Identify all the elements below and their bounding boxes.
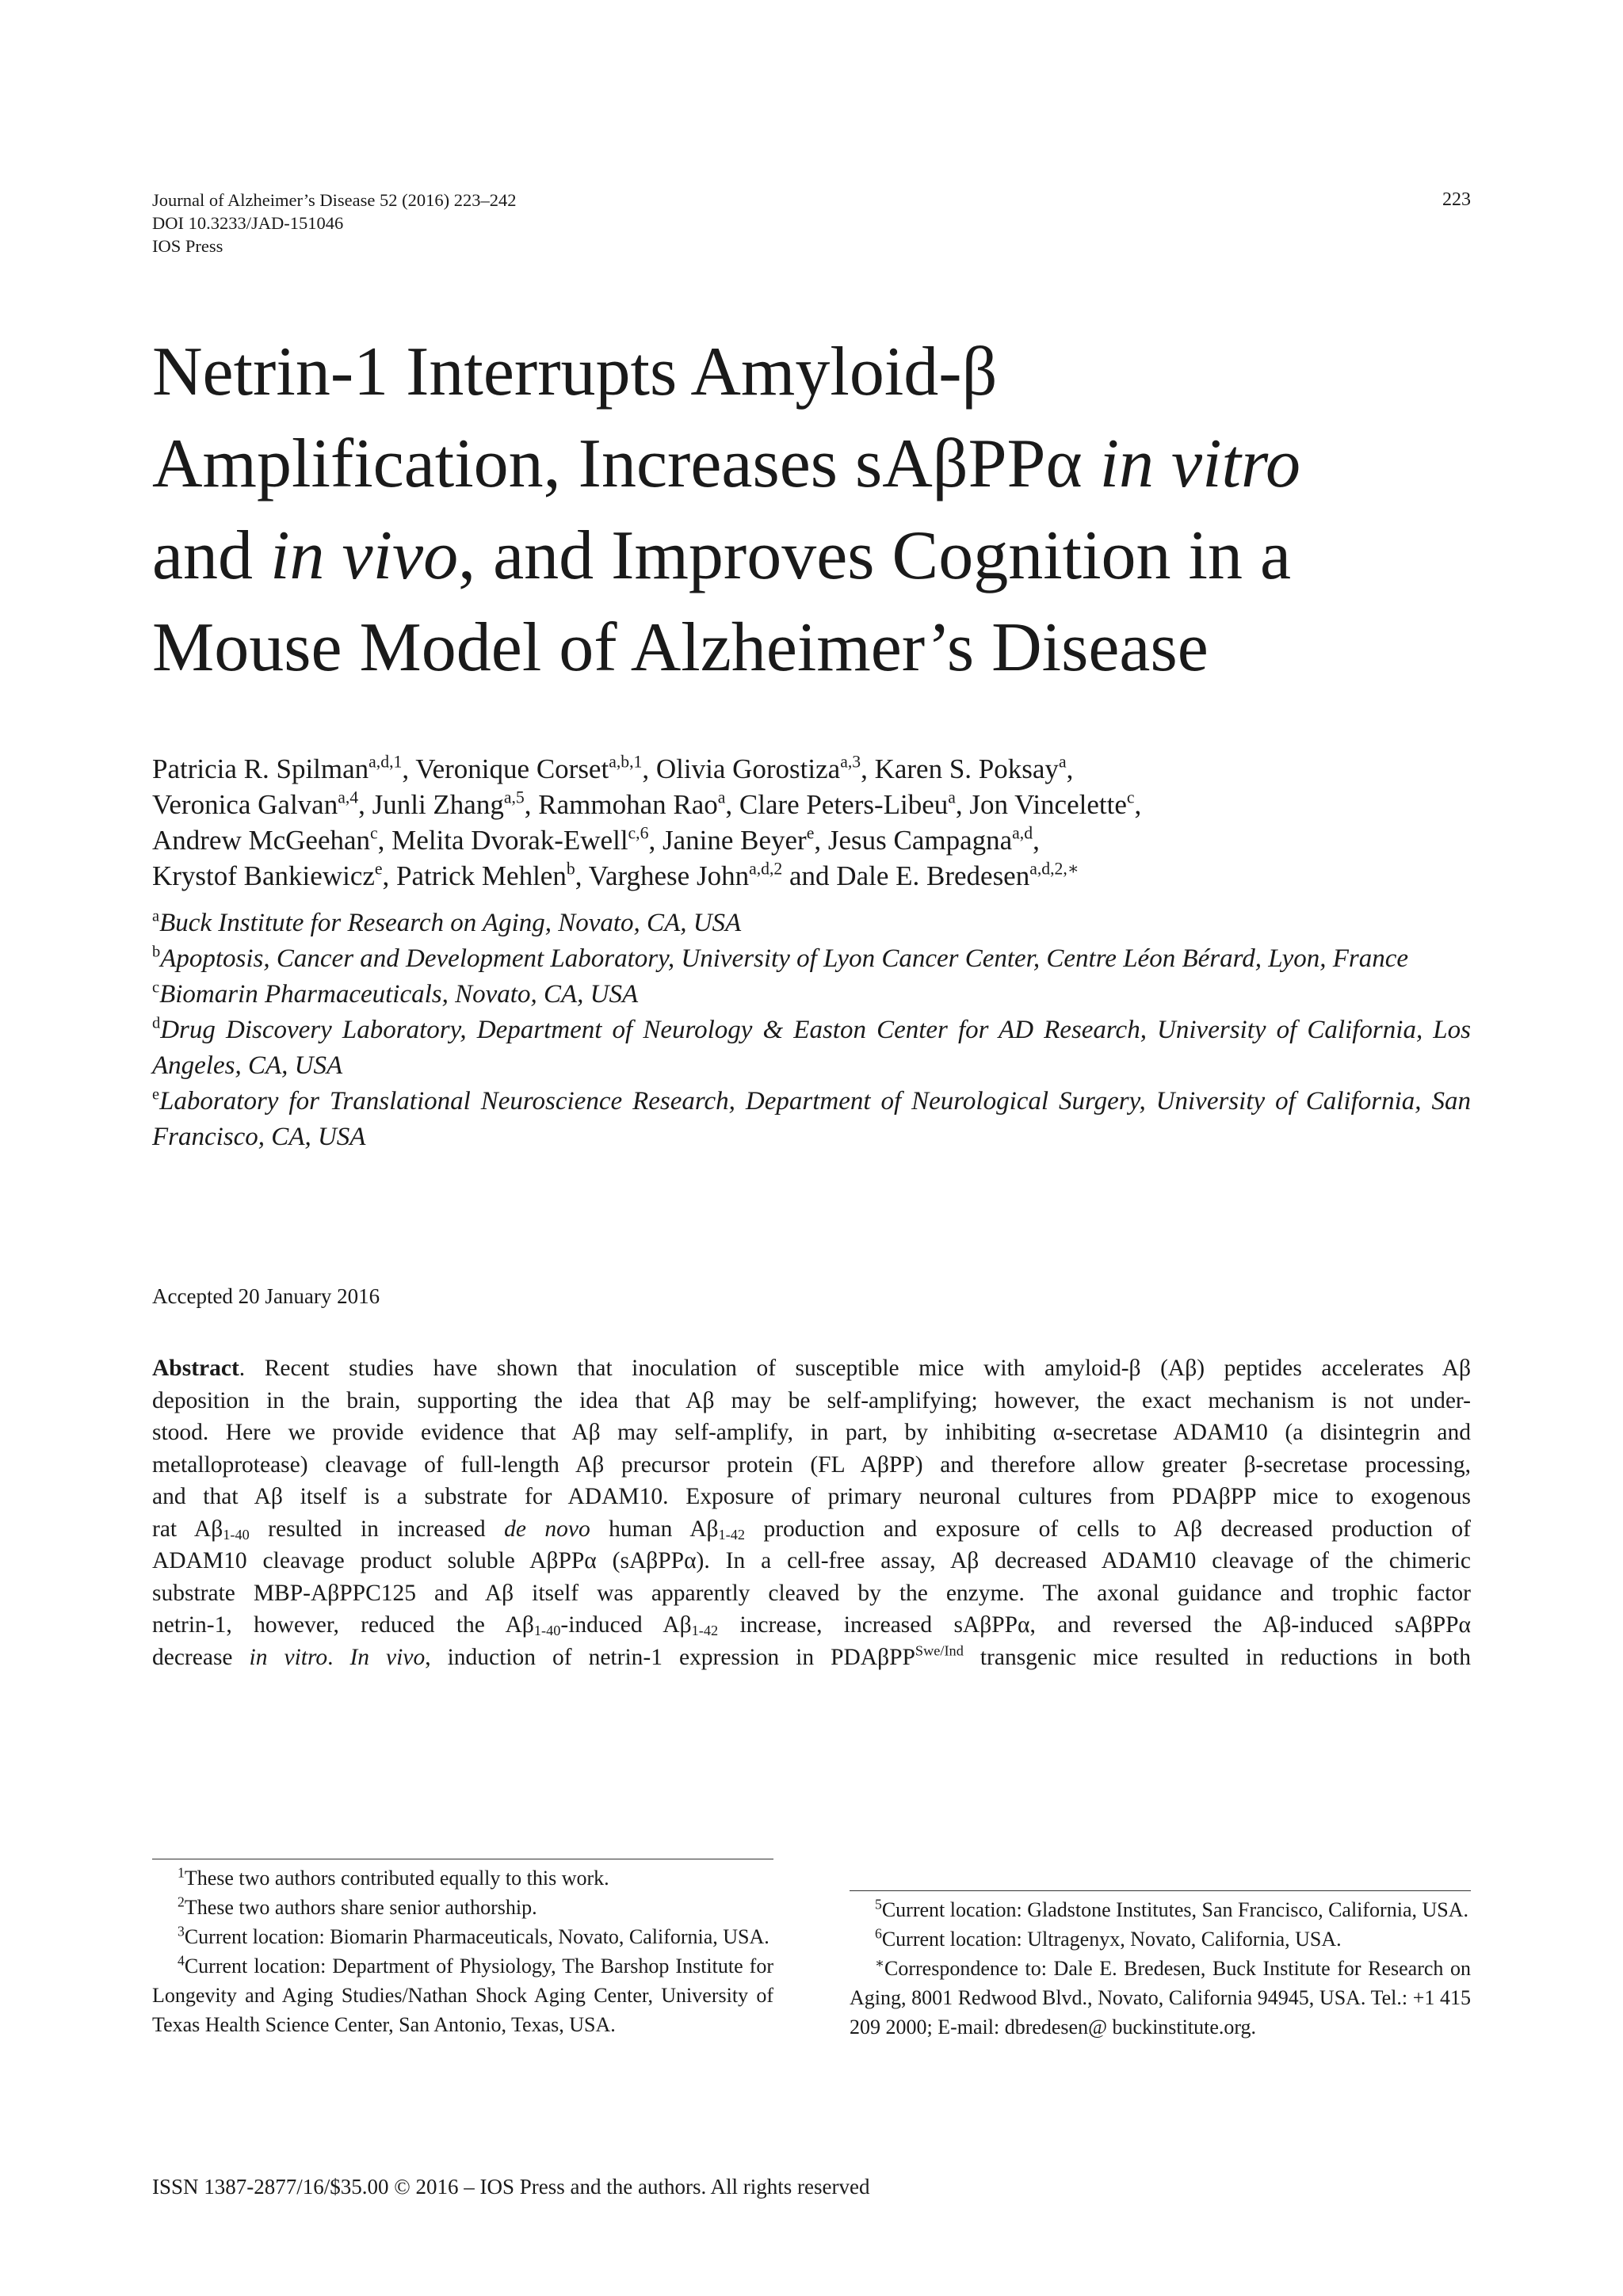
author	[538, 789, 739, 820]
author-line	[152, 858, 1499, 894]
abstract-line	[152, 1609, 1471, 1642]
abstract-line: stood. Here we provide evidence that Aβ may self-amplify, in part, by inhibiting α-secretase ADAM10 (a disintegrin and	[152, 1420, 1471, 1445]
author-affiliation-marks: a,4	[338, 788, 359, 807]
author	[836, 860, 1079, 891]
abstract-text: human Aβ	[590, 1516, 719, 1542]
footnote	[152, 1922, 773, 1951]
title-line	[152, 418, 1499, 510]
author-name: Jesus Campagna	[827, 825, 1013, 856]
affiliation-text: Buck Institute for Research on Aging, Novato, CA, USA	[159, 909, 742, 937]
affiliation-key: c	[152, 978, 160, 997]
author-separator: ,	[1134, 789, 1142, 820]
author-separator: ,	[358, 789, 372, 820]
affiliation-key: d	[152, 1014, 161, 1032]
affiliation	[152, 977, 1471, 1013]
author-separator: ,	[642, 753, 656, 784]
abstract-subscript: 1-40	[533, 1623, 561, 1639]
author-separator: ,	[1066, 753, 1074, 784]
author-separator: ,	[575, 860, 589, 891]
abstract-text: rat Aβ	[152, 1516, 223, 1542]
author-name: Karen S. Poksay	[874, 753, 1059, 784]
abstract-text: -induced Aβ	[560, 1612, 692, 1638]
author-separator: ,	[377, 825, 392, 856]
abstract-subscript: 1-40	[223, 1526, 250, 1543]
footnote-mark: ∗	[875, 1955, 885, 1971]
affiliation-key: b	[152, 943, 161, 961]
footnote-mark: 2	[178, 1894, 185, 1910]
footnote-text: Current location: Department of Physiology, The Barshop Institute for Longevity and Aging Studies/Nathan Shock Aging Center, University of Texas Health Science Center, San Antonio, Texas, USA.	[152, 1955, 773, 2036]
footnotes-right	[850, 1895, 1471, 2042]
abstract-text: production and exposure of cells to Aβ decreased production of	[745, 1516, 1471, 1542]
title-text: Amplification, Increases sAβPPα	[152, 425, 1100, 502]
footnote-text: Current location: Ultragenyx, Novato, California, USA.	[881, 1928, 1342, 1951]
abstract-line	[152, 1513, 1471, 1546]
author	[828, 825, 1040, 856]
author	[391, 825, 663, 856]
author	[415, 753, 656, 784]
abstract-line: and that Aβ itself is a substrate for ADAM10. Exposure of primary neuronal cultures from PDAβPP mice to exogenous	[152, 1484, 1471, 1509]
author-separator: ,	[1033, 825, 1040, 856]
publisher: IOS Press	[152, 236, 223, 256]
abstract-line: metalloprotease) cleavage of full-length Aβ precursor protein (FL AβPP) and therefore allow greater β-secretase processing,	[152, 1451, 1471, 1478]
running-header	[152, 189, 517, 257]
author-separator: ,	[725, 789, 739, 820]
author-separator: ,	[402, 753, 416, 784]
author-name: Veronica Galvan	[152, 789, 338, 820]
footnote-mark: 1	[178, 1864, 185, 1881]
author-line	[152, 822, 1499, 858]
footnote-rule-right	[850, 1890, 1471, 1891]
journal-citation: Journal of Alzheimer’s Disease 52 (2016) 223–242	[152, 190, 517, 210]
author-affiliation-marks: c	[1126, 788, 1135, 807]
abstract-subscript: 1-42	[718, 1526, 746, 1543]
author	[152, 860, 396, 891]
author	[656, 753, 875, 784]
affiliation-text: Biomarin Pharmaceuticals, Novato, CA, USA	[159, 980, 639, 1009]
abstract-line	[152, 1642, 1471, 1674]
affiliation-text: Laboratory for Translational Neuroscience Research, Department of Neurological Surgery, University of California, San Francisco, CA, USA	[152, 1087, 1471, 1151]
author-separator: ,	[382, 860, 397, 891]
author-name: Olivia Gorostiza	[655, 753, 841, 784]
abstract-text: transgenic mice resulted in reductions in both	[963, 1644, 1471, 1670]
author-separator: ,	[861, 753, 875, 784]
author-affiliation-marks: e	[374, 859, 383, 879]
page-number: 223	[1442, 189, 1471, 210]
abstract-text: decrease	[152, 1644, 250, 1670]
title-italic: in vitro	[1099, 425, 1300, 502]
issn-copyright: ISSN 1387-2877/16/$35.00 © 2016 – IOS Press and the authors. All rights reserved	[152, 2175, 870, 2199]
abstract-text: increase, increased sAβPPα, and reversed the Aβ-induced sAβPPα	[718, 1612, 1471, 1638]
abstract-text: .	[327, 1644, 350, 1670]
title-text: , and Improves Cognition in a	[458, 517, 1292, 594]
title-line	[152, 510, 1499, 602]
author-affiliation-marks: a	[1058, 752, 1067, 772]
author-affiliation-marks: e	[806, 823, 815, 843]
author-affiliation-marks: a,5	[503, 788, 525, 807]
author-separator: ,	[814, 825, 828, 856]
author-name: Melita Dvorak-Ewell	[391, 825, 628, 856]
author	[589, 860, 837, 891]
author-affiliation-marks: a,3	[840, 752, 861, 772]
author-affiliation-marks: a	[948, 788, 956, 807]
author	[372, 789, 539, 820]
author	[152, 825, 391, 856]
author-name: Clare Peters-Libeu	[739, 789, 949, 820]
article-title	[152, 326, 1499, 694]
abstract-italic: in vitro	[249, 1644, 328, 1670]
affiliation-key: a	[152, 907, 160, 925]
footnote-mark: 4	[178, 1952, 185, 1969]
author-affiliation-marks: b	[566, 859, 575, 879]
title-text: and	[152, 517, 271, 594]
abstract-line: substrate MBP-AβPPC125 and Aβ itself was apparently cleaved by the enzyme. The axonal guidance and trophic factor	[152, 1580, 1471, 1606]
affiliation	[152, 1013, 1471, 1084]
abstract-line	[152, 1352, 1471, 1385]
author-name: Patricia R. Spilman	[152, 753, 369, 784]
footnote-mark: 5	[875, 1896, 882, 1913]
author-name: Krystof Bankiewicz	[152, 860, 375, 891]
footnote	[850, 1895, 1471, 1924]
footnotes-left	[152, 1863, 773, 2039]
affiliation	[152, 1084, 1471, 1155]
author	[875, 753, 1074, 784]
affiliation-text: Apoptosis, Cancer and Development Laboratory, University of Lyon Cancer Center, Centre Léon Bérard, Lyon, France	[160, 944, 1409, 973]
author-affiliation-marks: a,d,2	[749, 859, 783, 879]
footnote-text: Current location: Biomarin Pharmaceuticals, Novato, California, USA.	[184, 1925, 769, 1948]
abstract-subscript: 1-42	[691, 1623, 719, 1639]
author-name: Janine Beyer	[662, 825, 807, 856]
affiliation-key: e	[152, 1085, 160, 1104]
author-line	[152, 787, 1499, 822]
abstract-text: netrin-1, however, reduced the Aβ	[152, 1612, 534, 1638]
author	[663, 825, 828, 856]
affiliation-text: Drug Discovery Laboratory, Department of Neurology & Easton Center for AD Research, University of California, Los Angeles, CA, USA	[152, 1016, 1471, 1080]
abstract-text: . Recent studies have shown that inoculation of susceptible mice with amyloid-β (Aβ) peptides accelerates Aβ	[239, 1356, 1471, 1381]
abstract-italic: de novo	[504, 1516, 590, 1542]
footnote-mark: 3	[178, 1923, 185, 1939]
abstract-text: resulted in increased	[249, 1516, 505, 1542]
author	[969, 789, 1141, 820]
abstract-text: , induction of netrin-1 expression in PDAβPP	[425, 1644, 915, 1670]
author-name: Patrick Mehlen	[396, 860, 567, 891]
affiliation-list	[152, 906, 1471, 1155]
author-name: Varghese John	[588, 860, 750, 891]
abstract-superscript: Swe/Ind	[915, 1642, 964, 1659]
author-name: Veronique Corset	[415, 753, 609, 784]
footnote-text: These two authors share senior authorship.	[184, 1896, 537, 1919]
footnote	[152, 1863, 773, 1893]
abstract-italic: In vivo	[349, 1644, 426, 1670]
affiliation	[152, 941, 1471, 977]
author	[739, 789, 970, 820]
author-affiliation-marks: a,d	[1012, 823, 1033, 843]
accepted-date: Accepted 20 January 2016	[152, 1284, 380, 1308]
author-affiliation-marks: a,b,1	[609, 752, 643, 772]
footnote-text: Current location: Gladstone Institutes, San Francisco, California, USA.	[881, 1898, 1468, 1921]
author-separator: and	[782, 860, 837, 891]
footnote	[152, 1951, 773, 2039]
author-list	[152, 751, 1499, 894]
author-name: Junli Zhang	[372, 789, 504, 820]
footnote	[850, 1924, 1471, 1954]
title-line: Mouse Model of Alzheimer’s Disease	[152, 609, 1209, 686]
footnote-text: Correspondence to: Dale E. Bredesen, Buck Institute for Research on Aging, 8001 Redwood Blvd., Novato, California 94945, USA. Tel.: +1 415 209 2000; E-mail: dbredesen@ buckinstitute.org.	[850, 1957, 1471, 2039]
doi: DOI 10.3233/JAD-151046	[152, 213, 344, 233]
author-name: Jon Vincelette	[969, 789, 1127, 820]
author-name: Dale E. Bredesen	[836, 860, 1030, 891]
author-affiliation-marks: c	[370, 823, 378, 843]
title-italic: in vivo	[270, 517, 459, 594]
footnote	[850, 1954, 1471, 2042]
author-line	[152, 751, 1499, 787]
author-separator: ,	[524, 789, 539, 820]
author-affiliation-marks: a,d,1	[369, 752, 403, 772]
footnote-text: These two authors contributed equally to this work.	[184, 1867, 609, 1890]
affiliation	[152, 906, 1471, 941]
title-line: Netrin-1 Interrupts Amyloid-β	[152, 334, 998, 410]
abstract-label: Abstract	[152, 1356, 239, 1381]
abstract-line: ADAM10 cleavage product soluble AβPPα (sAβPPα). In a cell-free assay, Aβ decreased ADAM10 cleavage of the chimeric	[152, 1548, 1471, 1573]
author-separator: ,	[648, 825, 663, 856]
author-separator: ,	[955, 789, 970, 820]
author-name: Rammohan Rao	[538, 789, 718, 820]
author-affiliation-marks: c,6	[628, 823, 649, 843]
author-affiliation-marks: a,d,2,∗	[1029, 859, 1079, 879]
author-affiliation-marks: a	[717, 788, 726, 807]
footnote-mark: 6	[875, 1925, 882, 1942]
author	[152, 753, 415, 784]
abstract	[152, 1352, 1471, 1673]
abstract-line: deposition in the brain, supporting the idea that Aβ may be self-amplifying; however, the exact mechanism is not under-	[152, 1387, 1471, 1413]
author-name: Andrew McGeehan	[152, 825, 371, 856]
author	[396, 860, 589, 891]
footnote	[152, 1893, 773, 1922]
author	[152, 789, 372, 820]
